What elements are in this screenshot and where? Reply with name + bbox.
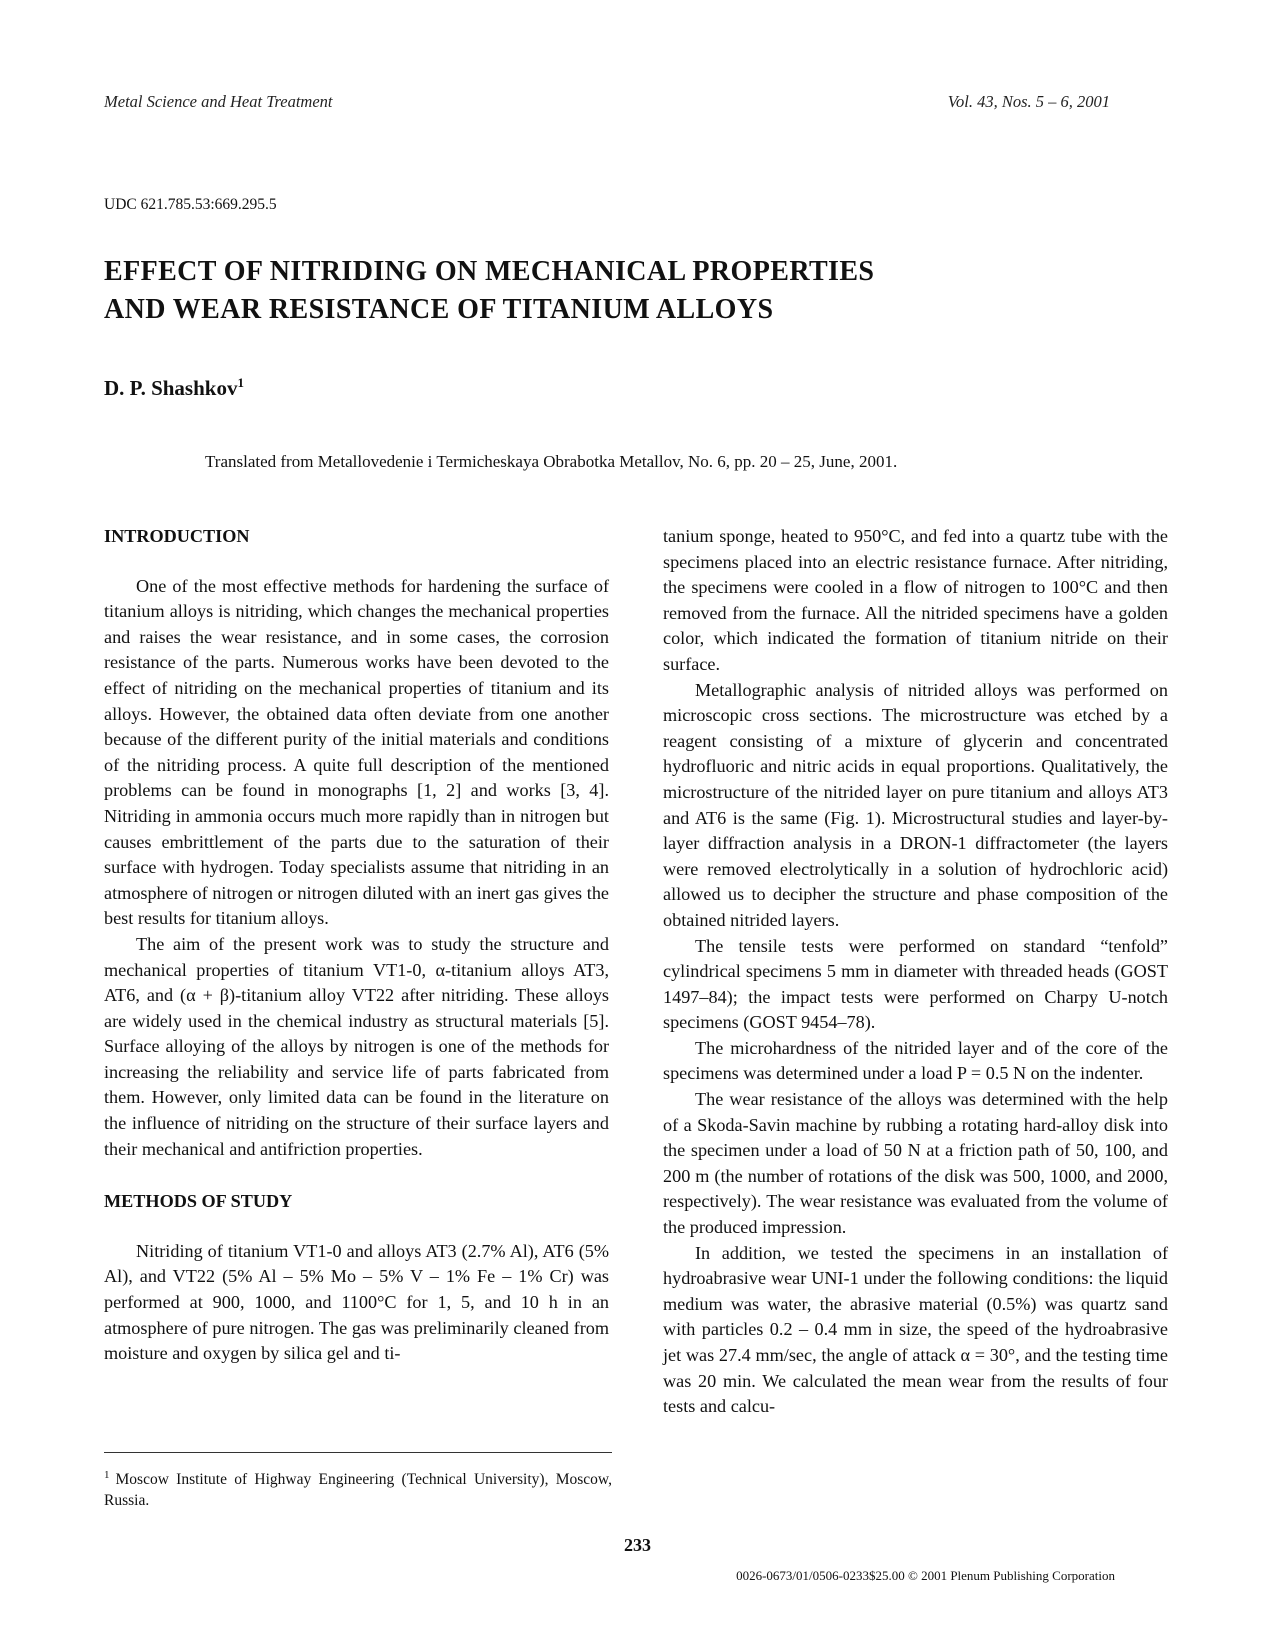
paragraph: The tensile tests were performed on standard “tenfold” cylindrical specimens 5 mm in diameter with threaded heads (GOST 1497–84); the impact tests were performed on Charpy U-notch specimens (GOST 9454–78). (663, 935, 1168, 1033)
udc-code: UDC 621.785.53:669.295.5 (104, 196, 277, 213)
paragraph: Nitriding of titanium VT1-0 and alloys AT3 (2.7% Al), AT6 (5% Al), and VT22 (5% Al – 5% Mo – 5% V – 1% Fe – 1% Cr) was performed at 900, 1000, and 1100°C for 1, 5, and 10 h in an atmosphere of pure nitrogen. The gas was preliminarily cleaned from moisture and oxygen by silica gel and ti- (104, 1240, 609, 1364)
title-line-1: EFFECT OF NITRIDING ON MECHANICAL PROPERTIES (104, 256, 875, 287)
paragraph: Metallographic analysis of nitrided alloys was performed on microscopic cross sections. The microstructure was etched by a reagent consisting of a mixture of glycerin and concentrated hydrofluoric and nitric acids in equal proportions. Qualitatively, the microstructure of the nitrided layer on pure titanium and alloys AT3 and AT6 is the same (Fig. 1). Microstructural studies and layer-by-layer diffraction analysis in a DRON-1 diffractometer (the layers were removed electrolytically in a solution of hydrochloric acid) allowed us to decipher the structure and phase composition of the obtained nitrided layers. (663, 679, 1168, 930)
translation-note: Translated from Metallovedenie i Termicheskaya Obrabotka Metallov, No. 6, pp. 20 – 25, June, 2001. (205, 452, 898, 471)
footnote-mark: 1 (104, 1469, 110, 1481)
section-heading-introduction: INTRODUCTION (104, 526, 250, 546)
author-footnote-mark: 1 (237, 375, 244, 390)
volume-info: Vol. 43, Nos. 5 – 6, 2001 (947, 92, 1110, 111)
paragraph: The microhardness of the nitrided layer and of the core of the specimens was determined under a load P = 0.5 N on the indenter. (663, 1037, 1168, 1084)
journal-name: Metal Science and Heat Treatment (104, 92, 333, 111)
page-number: 233 (624, 1535, 651, 1555)
author-name: D. P. Shashkov (104, 376, 238, 400)
paragraph: The wear resistance of the alloys was determined with the help of a Skoda-Savin machine by rubbing a rotating hard-alloy disk into the specimen under a load of 50 N at a friction path of 50, 100, and 200 m (the number of rotations of the disk was 500, 1000, and 2000, respectively). The wear resistance was evaluated from the volume of the produced impression. (663, 1089, 1168, 1238)
paragraph: tanium sponge, heated to 950°C, and fed into a quartz tube with the specimens placed into an electric resistance furnace. After nitriding, the specimens were cooled in a flow of nitrogen to 100°C and then removed from the furnace. All the nitrided specimens have a golden color, which indicated the formation of titanium nitride on their surface. (663, 526, 1168, 674)
article-title (104, 253, 1004, 329)
footnote-text: Moscow Institute of Highway Engineering (Technical University), Moscow, Russia. (104, 1471, 612, 1510)
paragraph: One of the most effective methods for hardening the surface of titanium alloys is nitriding, which changes the mechanical properties and raises the wear resistance, and in some cases, the corrosion resistance of the parts. Numerous works have been devoted to the effect of nitriding on the mechanical properties of titanium and its alloys. However, the obtained data often deviate from one another because of the different purity of the initial materials and conditions of the nitriding process. A quite full description of the mentioned problems can be found in monographs [1, 2] and works [3, 4]. Nitriding in ammonia occurs much more rapidly than in nitrogen but causes embrittlement of the parts due to the saturation of their surface with hydrogen. Today specialists assume that nitriding in an atmosphere of nitrogen or nitrogen diluted with an inert gas gives the best results for titanium alloys. (104, 575, 609, 929)
section-heading-methods: METHODS OF STUDY (104, 1191, 293, 1212)
paragraph: The aim of the present work was to study the structure and mechanical properties of titanium VT1-0, α-titanium alloys AT3, AT6, and (α + β)-titanium alloy VT22 after nitriding. These alloys are widely used in the chemical industry as structural materials [5]. Surface alloying of the alloys by nitrogen is one of the methods for increasing the reliability and service life of parts fabricated from them. However, only limited data can be found in the literature on the influence of nitriding on the structure of their surface layers and their mechanical and antifriction properties. (104, 933, 609, 1159)
copyright-line: 0026-0673/01/0506-0233$25.00 © 2001 Plenum Publishing Corporation (736, 1568, 1115, 1583)
left-column (104, 524, 609, 1367)
right-column (663, 524, 1168, 1420)
title-line-2: AND WEAR RESISTANCE OF TITANIUM ALLOYS (104, 294, 774, 325)
paragraph: In addition, we tested the specimens in an installation of hydroabrasive wear UNI-1 under the following conditions: the liquid medium was water, the abrasive material (0.5%) was quartz sand with particles 0.2 – 0.4 mm in size, the speed of the hydroabrasive jet was 27.4 mm/sec, the angle of attack α = 30°, and the testing time was 20 min. We calculated the mean wear from the results of four tests and calcu- (663, 1242, 1168, 1417)
footnote (104, 1465, 612, 1511)
footnote-divider (104, 1452, 612, 1453)
author (104, 375, 244, 401)
